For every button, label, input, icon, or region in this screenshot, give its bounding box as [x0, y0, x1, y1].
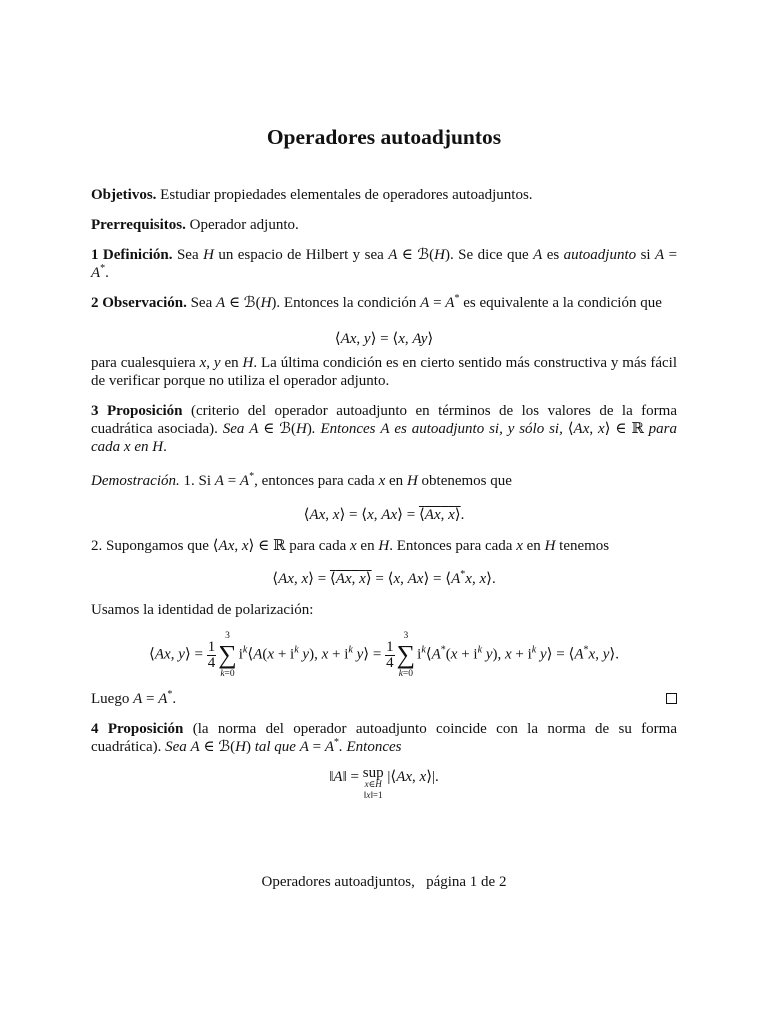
definition-label: 1 Definición. — [91, 247, 173, 263]
page-footer — [91, 873, 677, 891]
proposition-paren: (criterio del operador autoadjunto en términos de los valores de la forma cuadrática asociada). — [91, 403, 677, 437]
footer-page-number: página 1 de 2 — [426, 874, 507, 890]
equation-proof-1: ⟨Ax, x⟩ = ⟨x, Ax⟩ = ⟨Ax, x⟩. — [303, 507, 465, 523]
observation-label: 2 Observación. — [91, 295, 187, 311]
equation-observation: ⟨Ax, y⟩ = ⟨x, Ay⟩ — [334, 331, 434, 347]
observation-text: . Entonces la condición — [276, 295, 417, 311]
observation-text: . La última condición es en cierto sentido más constructiva y más fácil de verificar porque no utiliza el operador adjunto. — [91, 355, 677, 389]
observation-text: Sea — [190, 295, 213, 311]
observation-text: para cualesquiera — [91, 355, 196, 371]
observation-text: es equivalente a la condición que — [463, 295, 662, 311]
prerequisites-text: Operador adjunto. — [189, 217, 299, 233]
proof-conclusion: Luego A = A*. — [91, 689, 177, 707]
objectives-text: Estudiar propiedades elementales de operadores autoadjuntos. — [160, 187, 533, 203]
equation-proof-2: ⟨Ax, x⟩ = ⟨Ax, x⟩ = ⟨x, Ax⟩ = ⟨A*x, x⟩. — [272, 569, 496, 587]
definition-term: autoadjunto — [563, 247, 637, 263]
proof-text: , entonces para cada — [254, 473, 375, 489]
proof-text: 1. Si — [183, 473, 212, 489]
proof-text: en — [360, 538, 375, 554]
proof-text: obtenemos que — [421, 473, 512, 489]
proposition-statement: en — [134, 439, 149, 455]
proof-part-2: 2. Supongamos que ⟨Ax, x⟩ ∈ ℝ para cada x en H. Entonces para cada x en H tenemos — [91, 538, 610, 554]
observation-2-rest: para cualesquiera x, y en H. La última condición es en cierto sentido más constructiva y más fácil de verificar porque no utiliza el operador adjunto. — [91, 355, 677, 389]
qed-box-icon — [666, 693, 677, 704]
proof-text: tenemos — [559, 538, 610, 554]
equation-norm: ‖A‖ = sup x∈H ‖x‖=1 |⟨Ax, x⟩|. — [329, 765, 439, 800]
proof-part-1: Demostración. 1. Si A = A*, entonces para cada x en H obtenemos que — [91, 471, 512, 489]
prerequisites-label: Prerrequisitos. — [91, 217, 186, 233]
proposition-statement: para cada — [91, 421, 677, 455]
proposition-3: 3 Proposición (criterio del operador autoadjunto en términos de los valores de la forma cuadrática asociada). Sea A ∈ ℬ(H). Entonces A es autoadjunto si, y sólo si, ⟨Ax, x⟩ ∈ ℝ para cada x en H. — [91, 403, 677, 455]
proof-text: . Entonces para cada — [389, 538, 513, 554]
proposition-statement: . Entonces — [339, 739, 402, 755]
proposition-statement: . Entonces — [311, 421, 376, 437]
observation-text: en — [224, 355, 239, 371]
proposition-statement: tal que — [254, 739, 296, 755]
equation-polarization: ⟨Ax, y⟩ = $\frac{1}{4}$ 3 ∑ k=0 $i^k⟨A(x + i^k$ y), $x + i^k$ y⟩ = $\frac{1}{4}$ 3 ∑ k=0 $i^k⟨A^*(x + i^k$ y), $x + i^k$ y⟩ = ⟨A*x, y⟩. — [149, 631, 619, 679]
definition-text: un espacio de Hilbert y sea — [218, 247, 384, 263]
page-title: Operadores autoadjuntos — [266, 125, 502, 149]
proof-text: en — [389, 473, 404, 489]
definition-1: 1 Definición. Sea H un espacio de Hilbert y sea A ∈ ℬ(H). Se dice que A es autoadjunto si A = A*. — [91, 247, 678, 281]
objectives-paragraph — [91, 186, 677, 204]
definition-text: . Se dice que — [449, 247, 529, 263]
proof-text: para cada — [289, 538, 347, 554]
proposition-statement: es autoadjunto si, y sólo si, — [394, 421, 563, 437]
proof-text: 2. Supongamos que — [91, 538, 209, 554]
proposition-statement: Sea — [222, 421, 245, 437]
proposition-statement: Sea — [165, 739, 187, 755]
proof-text: en — [526, 538, 541, 554]
proposition-4: 4 Proposición (la norma del operador autoadjunto coincide con la norma de su forma cuadrática). Sea A ∈ ℬ(H) tal que A = A*. Entonces — [91, 721, 677, 755]
proposition-label: 4 Proposición — [91, 721, 184, 737]
definition-text: si — [640, 247, 651, 263]
definition-text: Sea — [176, 247, 199, 263]
proof-polarization-intro: Usamos la identidad de polarización: — [91, 602, 314, 618]
definition-text: es — [546, 247, 560, 263]
observation-2-intro: 2 Observación. Sea A ∈ ℬ(H). Entonces la condición A = A* es equivalente a la condición que — [91, 293, 662, 311]
proposition-paren: (la norma del operador autoadjunto coincide con la norma de su forma cuadrática). — [91, 721, 677, 755]
proposition-label: 3 Proposición — [91, 403, 183, 419]
footer-title: Operadores autoadjuntos, — [261, 874, 415, 890]
prerequisites-paragraph — [91, 216, 677, 234]
proof-text: Luego — [91, 691, 130, 707]
proof-label: Demostración. — [91, 473, 180, 489]
objectives-label: Objetivos. — [91, 187, 157, 203]
